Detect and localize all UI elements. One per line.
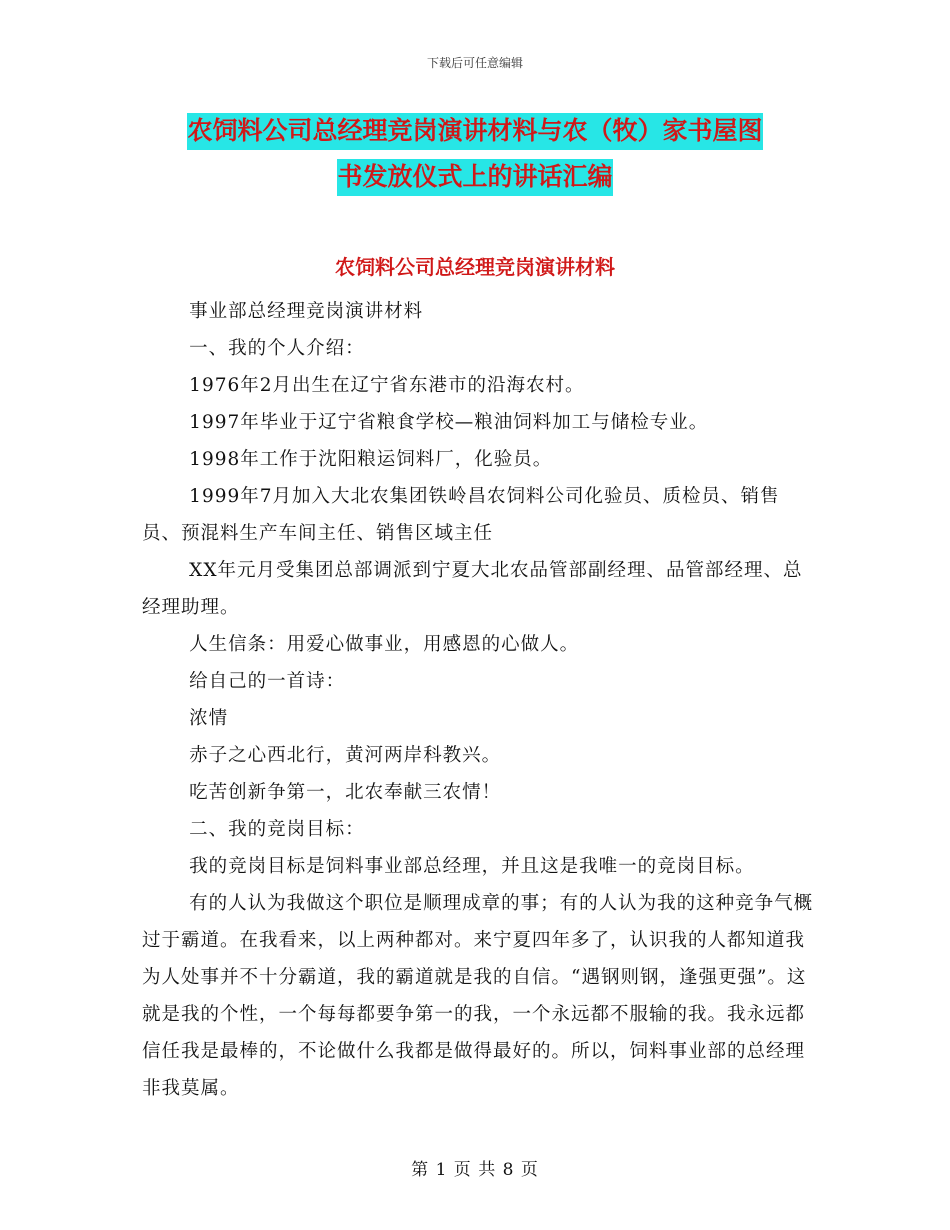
paragraph: 吃苦创新争第一，北农奉献三农情！ bbox=[189, 782, 502, 803]
paragraph: 1997年毕业于辽宁省粮食学校—粮油饲料加工与储检专业。 bbox=[189, 412, 709, 433]
paragraph: 给自己的一首诗： bbox=[189, 671, 346, 692]
paragraph: 1976年2月出生在辽宁省东港市的沿海农村。 bbox=[189, 375, 585, 396]
paragraph: 我的竞岗目标是饲料事业部总经理，并且这是我唯一的竞岗目标。 bbox=[189, 856, 755, 877]
document-title-line-2 bbox=[0, 157, 950, 193]
paragraph: 二、我的竞岗目标： bbox=[189, 819, 365, 840]
document-body bbox=[142, 293, 814, 1107]
paragraph: 人生信条：用爱心做事业，用感恩的心做人。 bbox=[189, 634, 580, 655]
paragraph: XX年元月受集团总部调派到宁夏大北农品管部副经理、品管部经理、总经理助理。 bbox=[142, 560, 803, 618]
paragraph: 1998年工作于沈阳粮运饲料厂，化验员。 bbox=[189, 449, 553, 470]
document-title-line-2-text: 书发放仪式上的讲话汇编 bbox=[337, 159, 612, 196]
page-footer: 第 1 页 共 8 页 bbox=[411, 1160, 539, 1180]
section-title: 农饲料公司总经理竞岗演讲材料 bbox=[335, 255, 615, 279]
paragraph: 浓情 bbox=[189, 708, 229, 729]
paragraph: 事业部总经理竞岗演讲材料 bbox=[189, 301, 424, 322]
paragraph: 有的人认为我做这个职位是顺理成章的事；有的人认为我的这种竞争气概过于霸道。在我看来，以上两种都对。来宁夏四年多了，认识我的人都知道我为人处事并不十分霸道，我的霸道就是我的自信。“遇钢则钢，逢强更强”。这就是我的个性，一个每每都要争第一的我，一个永远都不服输的我。我永远都信任我是最棒的，不论做什么我都是做得最好的。所以，饲料事业部的总经理非我莫属。 bbox=[142, 893, 814, 1099]
document-title-line-1 bbox=[0, 111, 950, 147]
paragraph: 1999年7月加入大北农集团铁岭昌农饲料公司化验员、质检员、销售员、预混料生产车间主任、销售区域主任 bbox=[142, 486, 780, 544]
page-header: 下载后可任意编辑 bbox=[426, 56, 523, 70]
paragraph: 一、我的个人介绍： bbox=[189, 338, 365, 359]
document-title-line-1-text: 农饲料公司总经理竞岗演讲材料与农（牧）家书屋图 bbox=[187, 113, 762, 150]
paragraph: 赤子之心西北行，黄河两岸科教兴。 bbox=[189, 745, 502, 766]
